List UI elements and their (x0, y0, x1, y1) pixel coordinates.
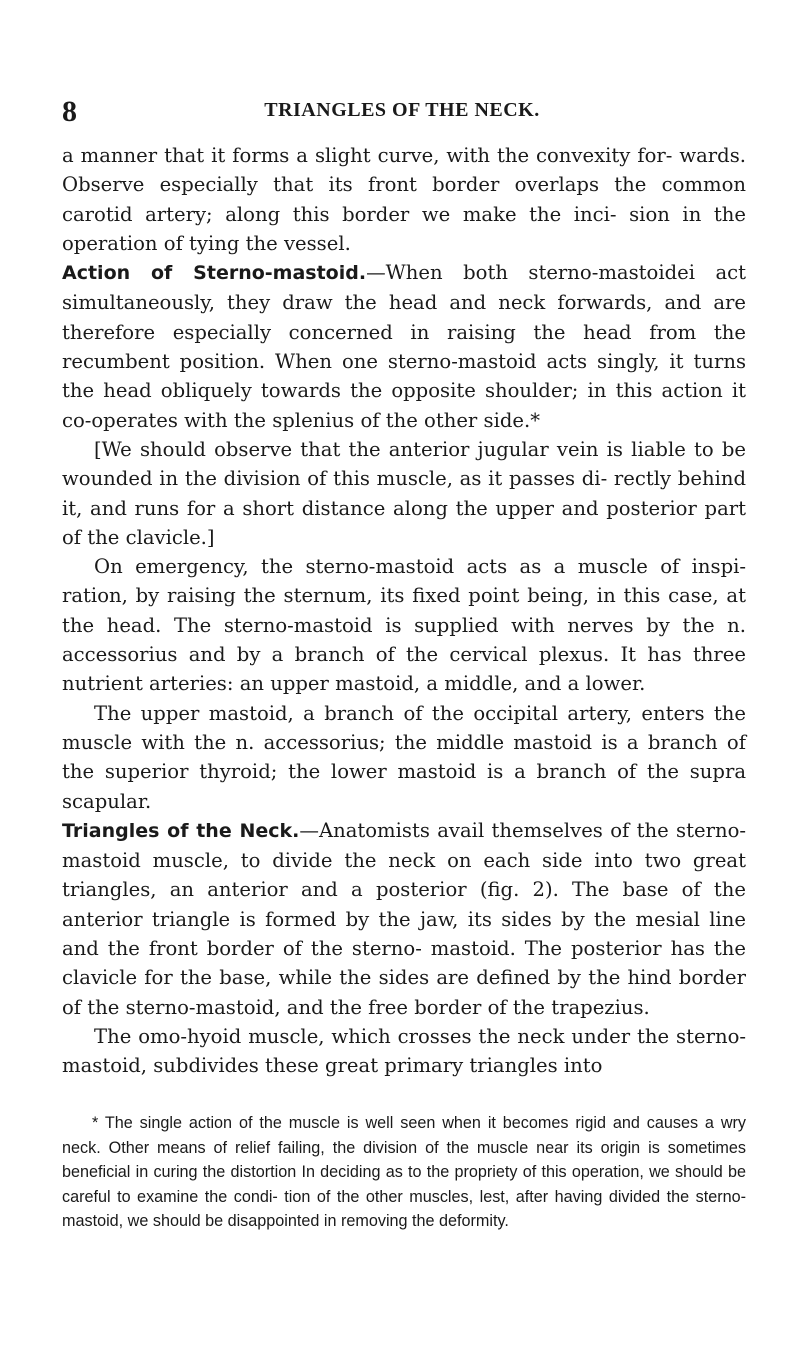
paragraph-4-text: On emergency, the sterno-mastoid acts as a muscle of inspi- ration, by raising the sternum, its fixed point being, in this case, at the head. The sterno-mastoid is supplied with nerves by the n. accessorius and by a branch of the cervical plexus. It has three nutrient arteries: an upper mastoid, a middle, and a lower. (62, 555, 746, 696)
paragraph-6-text: —Anatomists avail themselves of the sterno-mastoid muscle, to divide the neck on each side into two great triangles, an anterior and a posterior (fig. 2). The base of the anterior triangle is formed by the jaw, its sides by the mesial line and the front border of the sterno- mastoid. The posterior has the clavicle for the base, while the sides are defined by the hind border of the sterno-mastoid, and the free border of the trapezius. (62, 818, 746, 1019)
page-number: 8 (62, 95, 77, 128)
paragraph-5 (62, 699, 746, 816)
section-heading-triangles: Triangles of the Neck. (62, 819, 300, 842)
paragraph-3 (62, 435, 746, 552)
paragraph-1-text: a manner that it forms a slight curve, with the convexity for- wards. Observe especially that its front border overlaps the common carotid artery; along this border we make the inci- sion in the operation of tying the vessel. (62, 144, 746, 255)
paragraph-3-text: [We should observe that the anterior jugular vein is liable to be wounded in the division of this muscle, as it passes di- rectly behind it, and runs for a short distance along the upper and posterior part of the clavicle.] (62, 437, 746, 549)
section-heading-action: Action of Sterno-mastoid. (62, 262, 367, 285)
footnote-text: * The single action of the muscle is well seen when it becomes rigid and causes a wry neck. Other means of relief failing, the division of the muscle near its origin is sometimes beneficial in curing the distortion In deciding as to the propriety of this operation, we should be careful to examine the condi- tion of the other muscles, lest, after having divided the sterno-mastoid, we should be disappointed in removing the deformity. (62, 1114, 746, 1231)
running-head (62, 92, 742, 132)
paragraph-7 (62, 1022, 746, 1081)
paragraph-4 (62, 552, 746, 698)
paragraph-7-text: The omo-hyoid muscle, which crosses the neck under the sterno-mastoid, subdivides these great primary triangles into (62, 1024, 746, 1078)
paragraph-action-of-sterno-mastoid (62, 258, 746, 435)
paragraph-5-text: The upper mastoid, a branch of the occipital artery, enters the muscle with the n. accessorius; the middle mastoid is a branch of the superior thyroid; the lower mastoid is a branch of the supra scapular. (62, 701, 746, 813)
paragraph-triangles-of-the-neck (62, 816, 746, 1022)
footnote (62, 1111, 746, 1234)
running-head-title: TRIANGLES OF THE NECK. (264, 99, 540, 121)
body-text (62, 141, 746, 1081)
paragraph-2-text: —When both sterno-mastoidei act simultaneously, they draw the head and neck forwards, and are therefore especially concerned in raising the head from the recumbent position. When one sterno-mastoid acts singly, it turns the head obliquely towards the opposite shoulder; in this action it co-operates with the splenius of the other side.* (62, 261, 746, 432)
paragraph-1 (62, 141, 746, 258)
